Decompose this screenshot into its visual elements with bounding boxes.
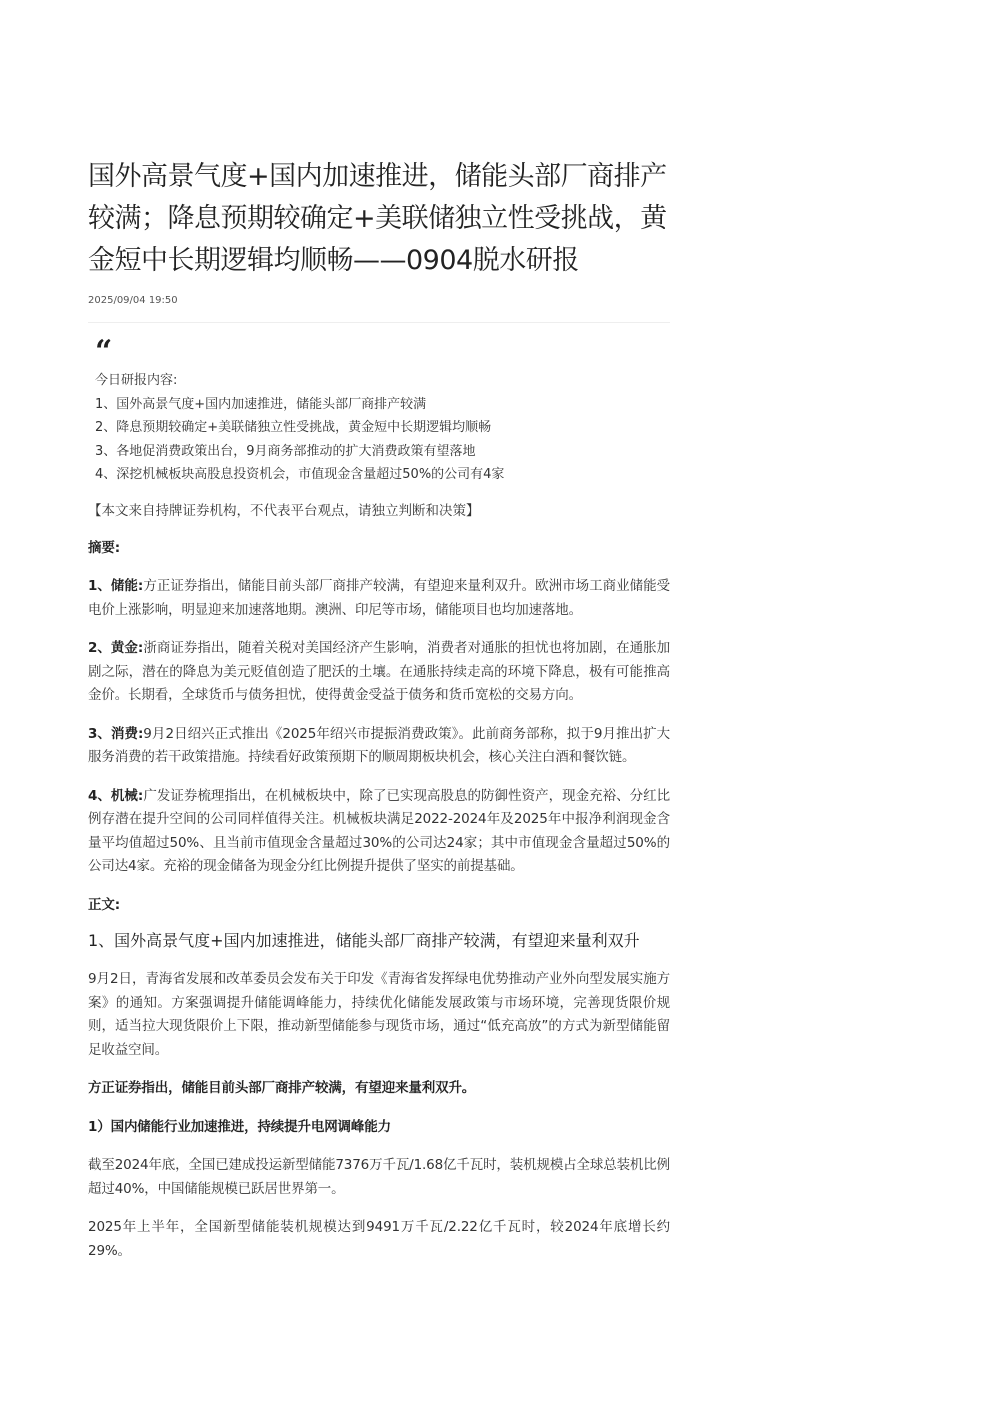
summary-item-label: 1、储能: [88,578,144,594]
section-heading: 1、国外高景气度+国内加速推进，储能头部厂商排产较满，有望迎来量利双升 [88,931,640,950]
summary-item-consumption [88,723,670,770]
quote-line: 2、降息预期较确定+美联储独立性受挑战，黄金短中长期逻辑均顺畅 [95,420,492,435]
summary-item-label: 2、黄金: [88,640,144,656]
summary-item-label: 3、消费: [88,725,144,742]
publish-date: 2025/09/04 19:50 [88,295,178,306]
body-paragraph: 截至2024年底，全国已建成投运新型储能7376万千瓦/1.68亿千瓦时，装机规模占全球总装机比例超过40%，中国储能规模已跃居世界第一。 [88,1157,670,1197]
summary-item-gold [88,637,670,708]
summary-item-text: 广发证券梳理指出，在机械板块中，除了已实现高股息的防御性资产，现金充裕、分红比例存潜在提升空间的公司同样值得关注。机械板块满足2022-2024年及2025年中报净利润现金含量平均值超过50%、且当前市值现金含量超过30%的公司达24家；其中市值现金含量超过50%的公司达4家。充裕的现金储备为现金分红比例提升提供了坚实的前提基础。 [88,787,671,874]
summary-label: 摘要: [88,539,120,556]
body-label: 正文: [88,896,120,913]
summary-item-label: 4、机械: [88,787,144,804]
quote-line: 4、深挖机械板块高股息投资机会，市值现金含量超过50%的公司有4家 [95,467,505,482]
summary-item-text: 9月2日绍兴正式推出《2025年绍兴市提振消费政策》。此前商务部称，拟于9月推出扩大服务消费的若干政策措施。持续看好政策预期下的顺周期板块机会，核心关注白酒和餐饮链。 [88,725,670,765]
body-paragraph: 9月2日，青海省发展和改革委员会发布关于印发《青海省发挥绿电优势推动产业外向型发展实施方案》的通知。方案强调提升储能调峰能力，持续优化储能发展政策与市场环境，完善现货限价规则，适当拉大现货限价上下限，推动新型储能参与现货市场，通过“低充高放”的方式为新型储能留足收益空间。 [88,971,670,1058]
quote-mark-icon: “ [95,334,113,369]
article [88,156,670,1263]
sub-heading: 1）国内储能行业加速推进，持续提升电网调峰能力 [88,1118,391,1135]
disclaimer: 【本文来自持牌证券机构，不代表平台观点，请独立判断和决策】 [88,502,480,519]
summary-item-machinery [88,785,670,879]
quote-lines [95,369,670,487]
quote-line: 1、国外高景气度+国内加速推进，储能头部厂商排产较满 [95,396,427,412]
body-bold-paragraph: 方正证券指出，储能目前头部厂商排产较满，有望迎来量利双升。 [88,1080,476,1096]
quote-box [88,334,670,487]
quote-line: 今日研报内容: [95,373,178,388]
article-title: 国外高景气度+国内加速推进，储能头部厂商排产较满；降息预期较确定+美联储独立性受挑战，黄金短中长期逻辑均顺畅——0904脱水研报 [88,161,667,276]
divider [88,322,670,323]
summary-item-text: 方正证券指出，储能目前头部厂商排产较满，有望迎来量利双升。欧洲市场工商业储能受电价上涨影响，明显迎来加速落地期。澳洲、印尼等市场，储能项目也均加速落地。 [88,578,671,618]
quote-line: 3、各地促消费政策出台，9月商务部推动的扩大消费政策有望落地 [95,443,476,459]
summary-item-storage [88,575,670,622]
summary-item-text: 浙商证券指出，随着关税对美国经济产生影响，消费者对通胀的担忧也将加剧，在通胀加剧之际，潜在的降息为美元贬值创造了肥沃的土壤。在通胀持续走高的环境下降息，极有可能推高金价。长期看，全球货币与债务担忧，使得黄金受益于债务和货币宽松的交易方向。 [88,640,671,703]
body-paragraph: 2025年上半年，全国新型储能装机规模达到9491万千瓦/2.22亿千瓦时，较2024年底增长约29%。 [88,1219,670,1259]
